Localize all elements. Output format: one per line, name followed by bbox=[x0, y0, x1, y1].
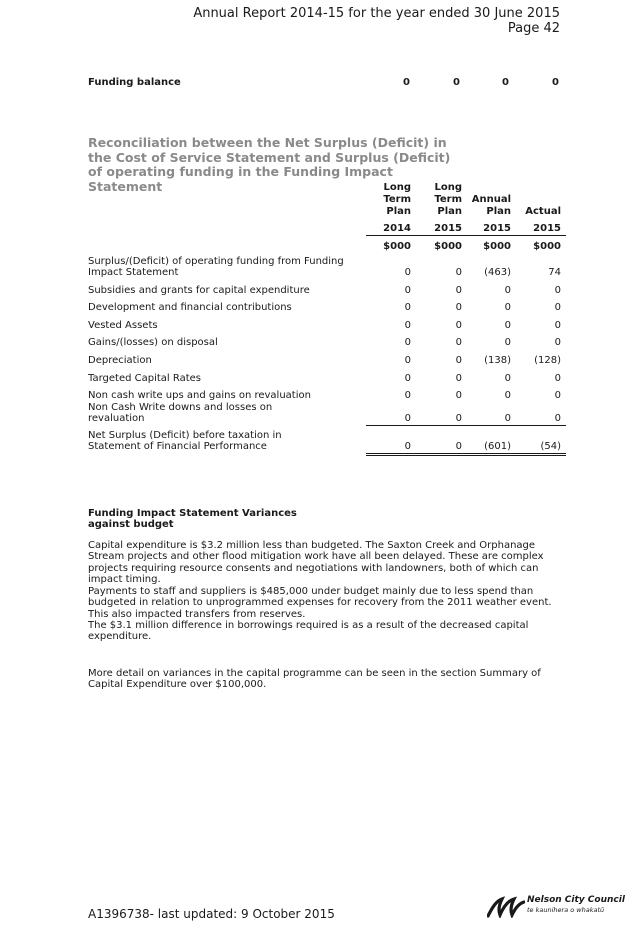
column-unit: $000 bbox=[434, 241, 462, 252]
total-double-rule bbox=[366, 455, 566, 456]
row-value: 0 bbox=[404, 373, 411, 384]
column-heading-line: Term bbox=[434, 194, 462, 205]
page-number: Page 42 bbox=[507, 21, 560, 36]
column-year: 2014 bbox=[383, 223, 411, 234]
row-label: Development and financial contributions bbox=[88, 302, 292, 313]
row-label: Targeted Capital Rates bbox=[88, 373, 201, 384]
column-unit: $000 bbox=[383, 241, 411, 252]
council-logo-icon bbox=[487, 896, 525, 918]
column-heading-ltp-2015 bbox=[417, 182, 462, 218]
funding-balance-label: Funding balance bbox=[88, 77, 181, 88]
council-name: Nelson City Council bbox=[527, 895, 625, 905]
column-heading-line: Annual bbox=[471, 194, 511, 205]
row-value: (463) bbox=[484, 267, 511, 278]
row-value: (601) bbox=[484, 441, 511, 452]
row-value: 0 bbox=[504, 302, 511, 313]
row-value: 0 bbox=[404, 337, 411, 348]
column-year: 2015 bbox=[533, 223, 561, 234]
row-label: Net Surplus (Deficit) before taxation in Statement of Financial Performance bbox=[88, 430, 282, 452]
row-value: (128) bbox=[534, 355, 561, 366]
row-value: 0 bbox=[504, 337, 511, 348]
variances-title: Funding Impact Statement Variances against budget bbox=[88, 508, 297, 530]
row-label: Non cash write ups and gains on revaluation bbox=[88, 390, 311, 401]
row-label: Surplus/(Deficit) of operating funding from Funding Impact Statement bbox=[88, 256, 344, 278]
row-value: 0 bbox=[504, 285, 511, 296]
column-heading-ltp-2014 bbox=[366, 182, 411, 218]
reconciliation-title: Reconciliation between the Net Surplus (Deficit) in the Cost of Service Statement and Surplus (Deficit) of operating funding in the Funding Impact Statement bbox=[88, 135, 451, 194]
column-heading-line: Long bbox=[383, 182, 411, 193]
row-value: 0 bbox=[504, 390, 511, 401]
column-unit: $000 bbox=[533, 241, 561, 252]
funding-balance-value: 0 bbox=[502, 77, 509, 88]
variance-paragraph: The $3.1 million difference in borrowings required is as a result of the decreased capital expenditure. bbox=[88, 620, 529, 643]
funding-balance-row bbox=[88, 77, 566, 91]
row-value: 0 bbox=[455, 320, 462, 331]
row-value: 0 bbox=[554, 302, 561, 313]
row-value: 0 bbox=[455, 390, 462, 401]
row-value: 0 bbox=[404, 355, 411, 366]
row-value: 0 bbox=[404, 413, 411, 424]
row-label: Gains/(losses) on disposal bbox=[88, 337, 218, 348]
row-value: 74 bbox=[548, 267, 561, 278]
row-value: 0 bbox=[404, 285, 411, 296]
column-heading-line: Plan bbox=[386, 206, 411, 217]
row-value: 0 bbox=[455, 302, 462, 313]
row-value: 0 bbox=[455, 441, 462, 452]
column-heading-line: Plan bbox=[437, 206, 462, 217]
total-double-rule bbox=[366, 453, 566, 454]
row-value: (54) bbox=[540, 441, 561, 452]
report-title: Annual Report 2014-15 for the year ended 30 June 2015 bbox=[193, 6, 560, 21]
page-header bbox=[193, 6, 560, 36]
row-value: 0 bbox=[404, 390, 411, 401]
row-value: 0 bbox=[554, 413, 561, 424]
row-value: 0 bbox=[554, 390, 561, 401]
row-value: 0 bbox=[404, 267, 411, 278]
row-value: 0 bbox=[554, 285, 561, 296]
row-value: 0 bbox=[455, 337, 462, 348]
column-unit: $000 bbox=[483, 241, 511, 252]
row-value: 0 bbox=[455, 285, 462, 296]
document-reference: A1396738- last updated: 9 October 2015 bbox=[88, 907, 335, 921]
row-label: Subsidies and grants for capital expenditure bbox=[88, 285, 310, 296]
row-value: 0 bbox=[504, 320, 511, 331]
row-value: (138) bbox=[484, 355, 511, 366]
row-value: 0 bbox=[554, 373, 561, 384]
column-heading-line: Long bbox=[434, 182, 462, 193]
column-heading-line: Actual bbox=[525, 206, 561, 217]
row-value: 0 bbox=[554, 337, 561, 348]
row-label: Depreciation bbox=[88, 355, 152, 366]
column-year: 2015 bbox=[483, 223, 511, 234]
subtotal-rule bbox=[366, 425, 566, 426]
variance-paragraph: More detail on variances in the capital programme can be seen in the section Summary of Capital Expenditure over $100,000. bbox=[88, 668, 541, 691]
row-value: 0 bbox=[404, 302, 411, 313]
row-value: 0 bbox=[455, 267, 462, 278]
row-value: 0 bbox=[404, 320, 411, 331]
funding-balance-value: 0 bbox=[552, 77, 559, 88]
funding-balance-value: 0 bbox=[403, 77, 410, 88]
row-value: 0 bbox=[455, 355, 462, 366]
column-heading-line: Term bbox=[383, 194, 411, 205]
variance-paragraph: Payments to staff and suppliers is $485,000 under budget mainly due to less spend than budgeted in relation to unprogrammed expenses for recovery from the 2011 weather event. This also impacted transfers from reserves. bbox=[88, 586, 552, 620]
council-maori-name: te kaunihera o whakatū bbox=[527, 906, 605, 914]
column-heading-annual-plan bbox=[466, 194, 511, 218]
column-year: 2015 bbox=[434, 223, 462, 234]
row-value: 0 bbox=[504, 373, 511, 384]
column-heading-actual bbox=[516, 206, 561, 218]
row-value: 0 bbox=[455, 373, 462, 384]
row-value: 0 bbox=[554, 320, 561, 331]
row-label: Vested Assets bbox=[88, 320, 158, 331]
row-label: Non Cash Write downs and losses on revaluation bbox=[88, 402, 273, 424]
column-heading-line: Plan bbox=[486, 206, 511, 217]
row-value: 0 bbox=[404, 441, 411, 452]
funding-balance-value: 0 bbox=[453, 77, 460, 88]
row-value: 0 bbox=[455, 413, 462, 424]
header-divider bbox=[366, 235, 566, 236]
council-logo bbox=[487, 894, 625, 920]
variance-paragraph: Capital expenditure is $3.2 million less than budgeted. The Saxton Creek and Orphanage Stream projects and other flood mitigation work have all been delayed. These are complex projects requiring resource consents and negotiations with landowners, both of which can impact timing. bbox=[88, 540, 544, 585]
row-value: 0 bbox=[504, 413, 511, 424]
